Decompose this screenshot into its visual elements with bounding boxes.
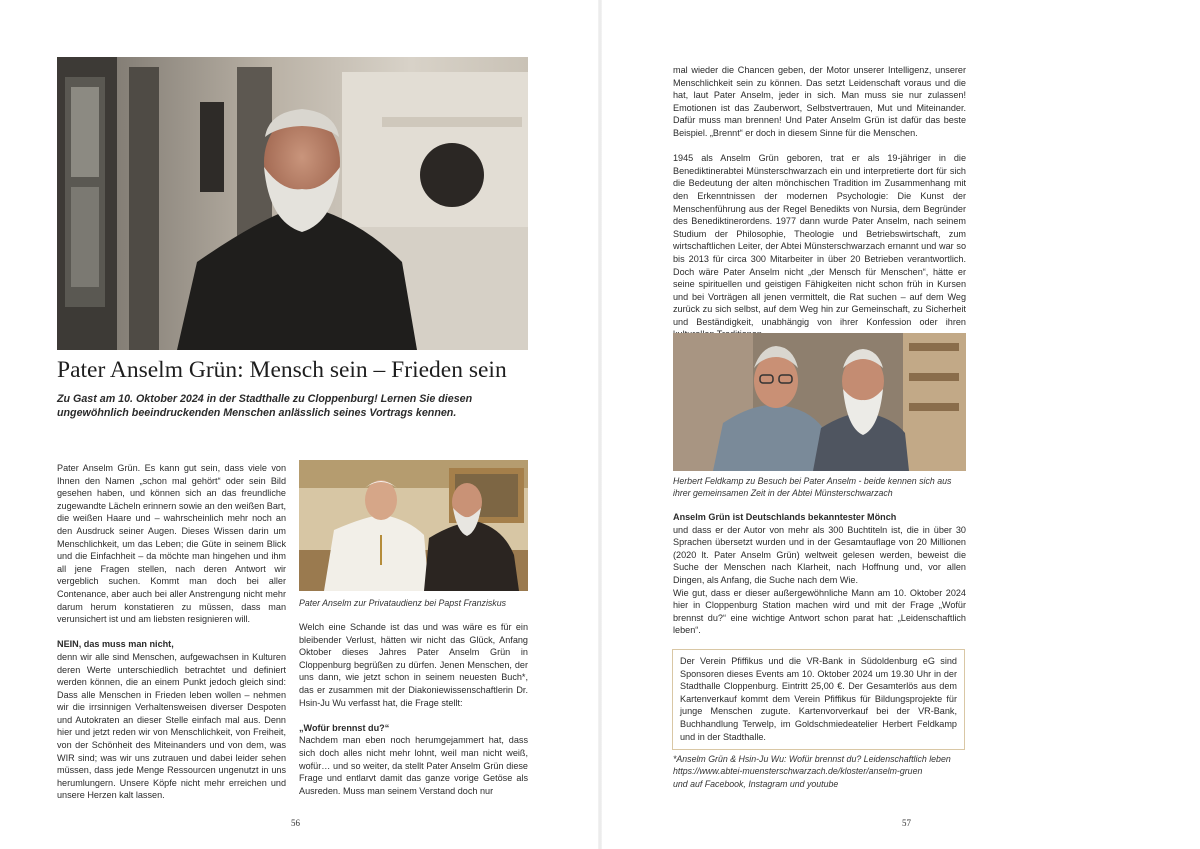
pope-photo-graphic	[299, 460, 528, 591]
paragraph-with-subheading	[299, 722, 528, 798]
photo-feldkamp-visit	[673, 333, 966, 471]
hero-photo-graphic	[57, 57, 528, 350]
article-headline: Pater Anselm Grün: Mensch sein – Frieden sein	[57, 357, 507, 383]
paragraph: 1945 als Anselm Grün geboren, trat er als 19-jähriger in die Benediktinerabtei Münsterschwarzach ein und interpretierte dort für sich die Bedeutung der alten mönchischen Tradition im Zusammenhang mit den Erkenntnissen der modernen Psychologie: Die Kunst der Menschenführung aus der Regel Benedikts von Nursia, dem Begründer des Benediktinerordens. 1977 dann wurde Pater Anselm, nach seinem Studium der Philosophie, Theologie und Betriebswirtschaft, zum wirtschaftlichen Leiter, der Abtei Münsterschwarzach ernannt und war so bis 2013 für circa 300 Mitarbeiter in über 20 Betrieben verantwortlich. Doch wäre Pater Anselm nicht „der Mensch für Menschen“, hätte er seine spirituellen und geistigen Fähigkeiten nicht schon früh in Kursen und bei Vorträgen all jenen vermittelt, die Rat suchen – auf dem Weg zurück zu sich selbst, auf dem Weg hin zur Gemeinschaft, zu Sicherheit und Beständigkeit, unabhängig von ihrer Konfession oder ihren	[673, 153, 966, 327]
paragraph-body: denn wir alle sind Menschen, aufgewachsen in Kulturen deren Werte unterschiedlich betrachtet und definiert werden können, die an einem Punkt jedoch gleich sind: Dass alle Menschen in Frieden leben wollen – nehmen wir die irrsinnigen Verhaltensweisen diverser Despoten und Autokraten an dieser Stelle einfach mal aus. Denn hier und jetzt reden wir von Menschlichkeit, von Freiheit, von der Schönheit des Miteinanders und von dem, was WIR sind; was wir uns zutrauen und dabei leider sehen müssen, dass jede Menge Ressourcen ungenutzt in uns herumlungern. Unsere Köpfe nicht mehr erreichen und unsere Herzen kalt lassen.	[57, 651, 286, 801]
paragraph-with-subheading	[57, 638, 286, 802]
paragraph: Pater Anselm Grün. Es kann gut sein, dass viele von Ihnen den Namen „schon mal gehört“ oder sein Bild gesehen haben, und können sich an das freundliche zugewandte Lächeln erinnern sowie an den weißen Bart, die weißen Haare und – wahrscheinlich mehr noch an den Ausdruck seiner Augen. Dieses Wissen darin um Menschlichkeit, um das Leben; die Güte in seinem Blick und die Einfachheit – da möchte man hingehen und ihm all jene Fragen stellen, nach deren Antwort wir vergeblich suchen. Kommt man doch bei aller Contenance, aber auch bei aller Anstrengung nicht mehr darum herum konstatieren zu müssen, dass man verunsichert ist und am liebsten resignieren will.	[57, 463, 287, 625]
photo-caption-feldkamp: Herbert Feldkamp zu Besuch bei Pater Anselm - beide kennen sich aus ihrer gemeinsamen Zeit in der Abtei Münsterschwarzach	[673, 476, 952, 499]
footnote-social: und auf Facebook, Instagram und youtube	[673, 778, 839, 789]
photo-caption-pope: Pater Anselm zur Privataudienz bei Papst Franziskus	[299, 598, 506, 608]
text-column-4	[673, 511, 966, 637]
paragraph-body: Wie gut, dass er dieser außergewöhnliche Mann am 10. Oktober 2024 hier in Cloppenburg Station machen wird und mit der Frage „Wofür brennst du?“ eine wichtige Antwort schon parat hat: „Leidenschaftlich leben“.	[673, 587, 966, 636]
hero-photo-monk-in-cloister	[57, 57, 528, 350]
footnote-book-reference: *Anselm Grün & Hsin-Ju Wu: Wofür brennst du? Leidenschaftlich leben	[673, 754, 951, 764]
text-column-2	[299, 621, 528, 797]
footnote	[673, 753, 966, 790]
subheading: „Wofür brennst du?“	[299, 722, 390, 733]
page-spine	[598, 0, 602, 849]
footnote-link[interactable]: https://www.abtei-muensterschwarzach.de/kloster/anselm-gruen	[673, 766, 923, 777]
text-column-1	[57, 462, 286, 802]
article-lead: Zu Gast am 10. Oktober 2024 in der Stadthalle zu Cloppenburg! Lernen Sie diesen ungewöhnlich beeindruckenden Menschen anlässlich seines Vortrags kennen.	[57, 393, 473, 420]
paragraph-with-subheading	[673, 511, 966, 637]
page-number-left: 56	[291, 818, 300, 828]
paragraph-body: Nachdem man eben noch herumgejammert hat, dass sich doch alles nicht mehr lohnt, weil man nicht weiß, wofür… und so weiter, da stellt Pater Anselm Grün diese Frage und entlarvt damit das ganze vorige Getöse als Ausreden. Muss man seinem Verstand doch nur	[299, 735, 528, 796]
photo-pope-audience	[299, 460, 528, 591]
page-number-right: 57	[902, 818, 911, 828]
subheading: NEIN, das muss man nicht,	[57, 639, 174, 650]
paragraph-body: und dass er der Autor von mehr als 300 Buchtiteln ist, die in über 30 Sprachen übersetzt wurden und in der Gesamtauflage von 20 Millionen (2020 lt. Pater Anselm Grün) weltweit gelesen werden, beweist die Suche der Menschen nach Klarheit, nach Hoffnung und, vor allen Dingen, als Anfang, die Suche nach dem Wie.	[673, 524, 966, 585]
feldkamp-photo-graphic	[673, 333, 966, 471]
paragraph: mal wieder die Chancen geben, der Motor unserer Intelligenz, unserer Menschlichkeit sein zu können. Das setzt Leidenschaft voraus und die hat, laut Pater Anselm, jeder in sich. Man muss sie nur zulassen! Emotionen ist das Zauberwort, Selbstvertrauen, Mut und Miteinander. Dafür muss man brennen! Und Pater Anselm Grün ist dafür das beste Beispiel. „Brennt“ er doch in diesem Sinne für die Menschen.	[673, 65, 966, 138]
event-info-box: Der Verein Pfiffikus und die VR-Bank in Südoldenburg eG sind Sponsoren dieses Events am 10. Oktober 2024 um 19.30 Uhr in der Stadthalle Cloppenburg. Eintritt 25,00 €. Der Gesamterlös aus dem Kartenverkauf kommt dem Verein Pfiffikus für Bildungsprojekte für junge Menschen zugute. Kartenvorverkauf bei der VR-Bank, Buchhandlung Terwelp, im Goldschmiedeatelier Herbert Feldkamp und in der Stadthalle.	[672, 649, 965, 750]
paragraph: Welch eine Schande ist das und was wäre es für ein bleibender Verlust, hätten wir nicht das Glück, Anfang Oktober dieses Jahres Pater Anselm Grün in Cloppenburg begrüßen zu dürfen. Jenen Menschen, der uns dann, wie jetzt schon in seinem neuesten Buch*, das er zusammen mit der Diakoniewissenschaftlerin Dr. Hsin-Ju Wu verfasst hat, die Frage stellt:	[299, 622, 528, 708]
text-column-3	[673, 64, 966, 341]
subheading: Anselm Grün ist Deutschlands bekanntester Mönch	[673, 512, 897, 522]
